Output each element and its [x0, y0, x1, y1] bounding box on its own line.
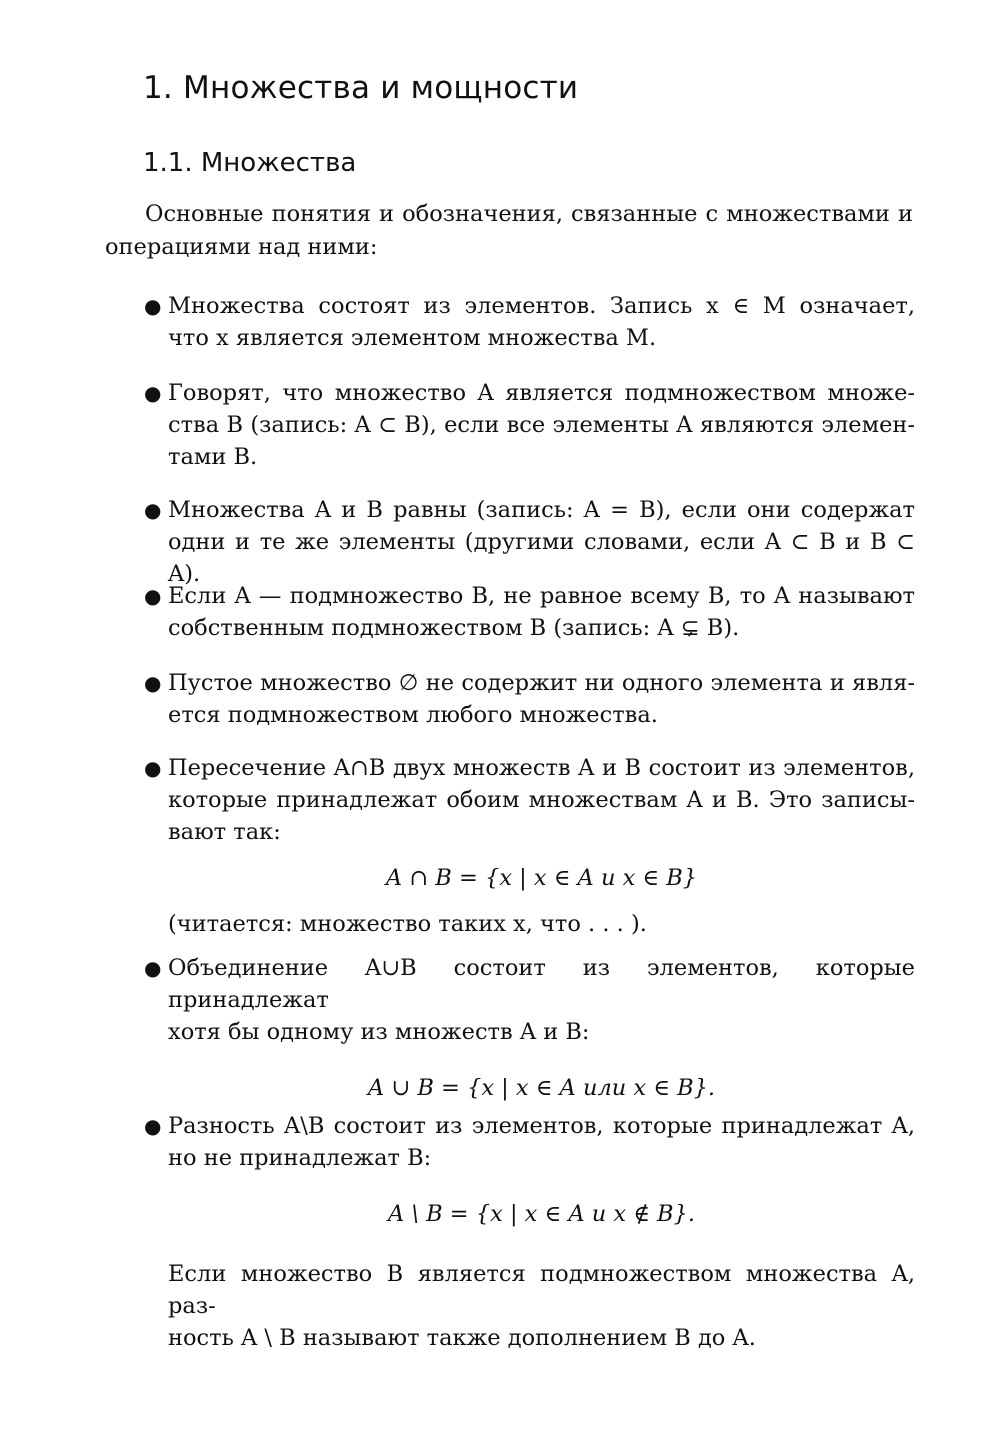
item-line: Говорят, что множество A является подмножеством множе-	[168, 380, 915, 406]
closing-line: Если множество B является подмножеством множества A, раз-	[168, 1261, 915, 1319]
formula: A ∪ B = {x | x ∈ A или x ∈ B}.	[367, 1075, 716, 1101]
item-line: Если A — подмножество B, не равное всему B, то A называют	[168, 583, 915, 609]
item-line: ется подмножеством любого множества.	[168, 702, 658, 728]
item-line: ства B (запись: A ⊂ B), если все элементы A являются элемен-	[168, 412, 915, 438]
bullet-icon: ●	[144, 381, 162, 405]
list-item	[144, 580, 915, 644]
item-line: одни и те же элементы (другими словами, если A ⊂ B и B ⊂ A).	[168, 529, 915, 587]
bullet-icon: ●	[144, 498, 162, 522]
item-line: которые принадлежат обоим множествам A и B. Это записы-	[168, 787, 915, 813]
item-line: Множества A и B равны (запись: A = B), если они содержат	[168, 497, 915, 523]
list-item	[144, 752, 915, 940]
formula: A ∩ B = {x | x ∈ A и x ∈ B}	[385, 865, 698, 891]
item-line: Множества состоят из элементов. Запись x ∈ M означает,	[168, 293, 915, 319]
list-item	[144, 377, 915, 473]
item-line: собственным подмножеством B (запись: A ⊊ B).	[168, 615, 740, 641]
closing-line: ность A \ B называют также дополнением B до A.	[168, 1325, 756, 1351]
item-line: хотя бы одному из множеств A и B:	[168, 1019, 590, 1045]
item-line: Разность A\B состоит из элементов, которые принадлежат A,	[168, 1113, 915, 1139]
list-item	[144, 290, 915, 354]
chapter-title: 1. Множества и мощности	[143, 70, 579, 106]
list-item	[144, 494, 915, 590]
item-line: Объединение A∪B состоит из элементов, которые принадлежат	[168, 955, 915, 1013]
intro-paragraph	[105, 198, 913, 264]
item-line: вают так:	[168, 819, 281, 845]
bullet-icon: ●	[144, 956, 162, 980]
item-line: но не принадлежат B:	[168, 1145, 432, 1171]
item-line: тами B.	[168, 444, 258, 470]
list-item	[144, 1110, 915, 1230]
bullet-icon: ●	[144, 1114, 162, 1138]
bullet-icon: ●	[144, 584, 162, 608]
bullet-icon: ●	[144, 756, 162, 780]
intro-line: операциями над ними:	[105, 234, 378, 260]
list-item	[144, 952, 915, 1104]
item-line: (читается: множество таких x, что . . . ).	[168, 911, 647, 937]
formula: A \ B = {x | x ∈ A и x ∉ B}.	[387, 1201, 696, 1227]
bullet-icon: ●	[144, 294, 162, 318]
item-line: что x является элементом множества M.	[168, 325, 657, 351]
bullet-icon: ●	[144, 671, 162, 695]
item-line: Пересечение A∩B двух множеств A и B состоит из элементов,	[168, 755, 915, 781]
item-line: Пустое множество ∅ не содержит ни одного элемента и явля-	[168, 670, 915, 696]
section-title: 1.1. Множества	[143, 148, 357, 178]
intro-line: Основные понятия и обозначения, связанные с множествами и	[145, 201, 913, 227]
closing-paragraph	[168, 1258, 915, 1354]
list-item	[144, 667, 915, 731]
